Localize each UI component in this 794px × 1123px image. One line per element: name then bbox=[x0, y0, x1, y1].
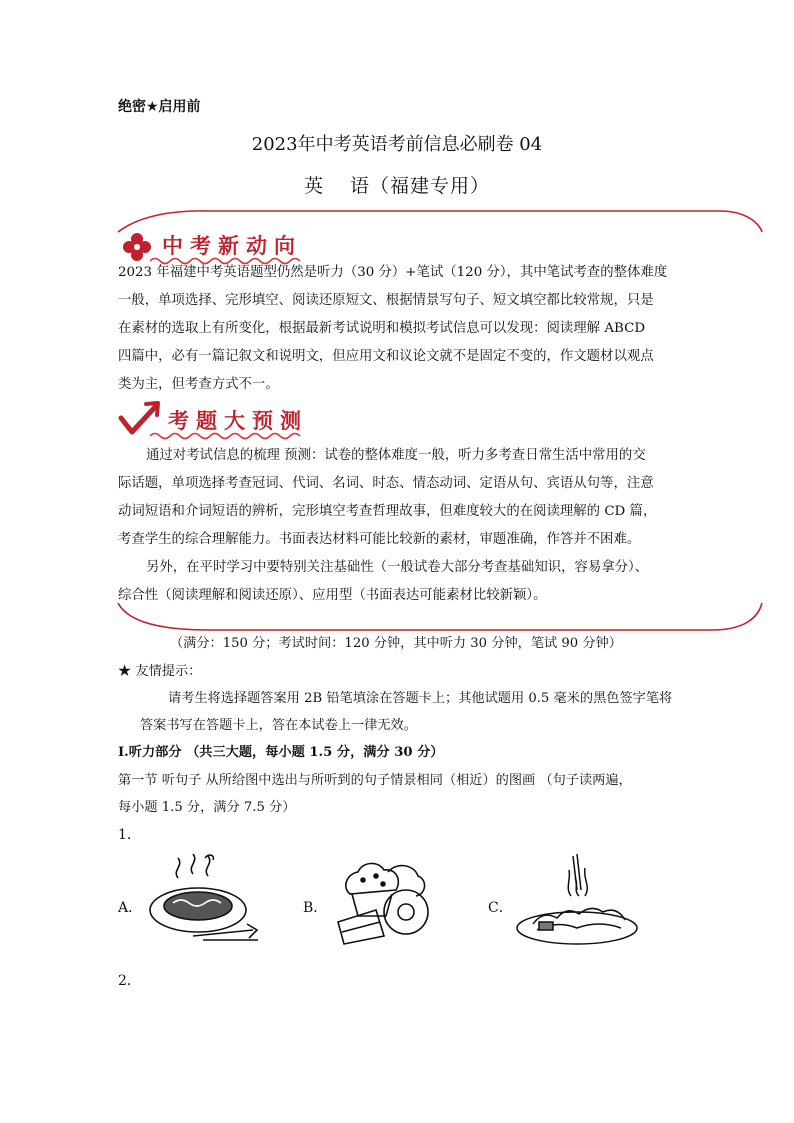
section-instruction: 第一节 听句子 从所给图中选出与所听到的句子情景相同（相近）的图画 （句子读两遍， bbox=[118, 773, 632, 788]
subtitle-part-a: 英 bbox=[303, 175, 324, 197]
section-instruction: 每小题 1.5 分，满分 7.5 分） bbox=[118, 800, 296, 815]
secret-label: 绝密★启用前 bbox=[118, 99, 201, 115]
text-line: 在素材的选取上有所变化，根据最新考试说明和模拟考试信息可以发现：阅读理解 ABCD bbox=[118, 321, 646, 336]
prediction-paragraph bbox=[118, 442, 688, 610]
text-line: 考查学生的综合理解能力。书面表达材料可能比较新的素材，审题准确，作答并不困难。 bbox=[118, 532, 641, 547]
section-banner-prediction: 考题大预测 bbox=[168, 409, 308, 433]
question-number: 2． bbox=[118, 973, 141, 989]
option-label-a: A． bbox=[118, 900, 143, 916]
page-title: 2023年中考英语考前信息必刷卷 04 bbox=[251, 134, 543, 155]
trends-paragraph bbox=[118, 259, 688, 399]
spaghetti-picture bbox=[515, 850, 645, 954]
text-line: 类为主，但考查方式不一。 bbox=[118, 377, 279, 392]
text-line: 2023 年福建中考英语题型仍然是听力（30 分）+笔试（120 分），其中笔试考查的整体难度 bbox=[118, 265, 668, 280]
option-label-c: C． bbox=[488, 900, 513, 916]
subtitle-part-b: 语（福建专用） bbox=[350, 175, 491, 197]
cakes-picture bbox=[328, 852, 438, 952]
listening-part-heading: Ⅰ.听力部分 （共三大题，每小题 1.5 分，满分 30 分） bbox=[118, 745, 444, 760]
text-line: 通过对考试信息的梳理 预测：试卷的整体难度一般，听力多考查日常生活中常用的交 bbox=[146, 448, 646, 463]
tip-line: 答案书写在答题卡上，答在本试卷上一律无效。 bbox=[140, 718, 417, 733]
text-line: 动词短语和介词短语的辨析，完形填空考查哲理故事，但难度较大的在阅读理解的 CD 篇， bbox=[118, 504, 657, 519]
text-line: 一般，单项选择、完形填空、阅读还原短文、根据情景写句子、短文填空都比较常规，只是 bbox=[118, 293, 654, 308]
tip-line: 请考生将选择题答案用 2B 铅笔填涂在答题卡上；其他试题用 0.5 毫米的黑色签字笔将 bbox=[168, 691, 673, 706]
steak-picture bbox=[143, 848, 263, 952]
option-label-b: B． bbox=[303, 900, 328, 916]
text-line: 四篇中，必有一篇记叙文和说明文，但应用文和议论文就不是固定不变的，作文题材以观点 bbox=[118, 349, 654, 364]
wave-underline bbox=[150, 431, 305, 441]
text-line: 综合性（阅读理解和阅读还原）、应用型（书面表达可能素材比较新颖）。 bbox=[118, 588, 547, 603]
exam-info: （满分：150 分；考试时间：120 分钟，其中听力 30 分钟，笔试 90 分钟） bbox=[170, 636, 622, 651]
text-line: 另外，在平时学习中要特别关注基础性（一般试卷大部分考查基础知识，容易拿分）、 bbox=[146, 560, 649, 575]
tip-label: ★ 友情提示： bbox=[118, 664, 202, 679]
question-number: 1． bbox=[118, 827, 141, 843]
section-banner-trends: 中考新动向 bbox=[162, 234, 302, 258]
text-line: 际话题，单项选择考查冠词、代词、名词、时态、情态动词、定语从句、宾语从句等，注意 bbox=[118, 476, 654, 491]
